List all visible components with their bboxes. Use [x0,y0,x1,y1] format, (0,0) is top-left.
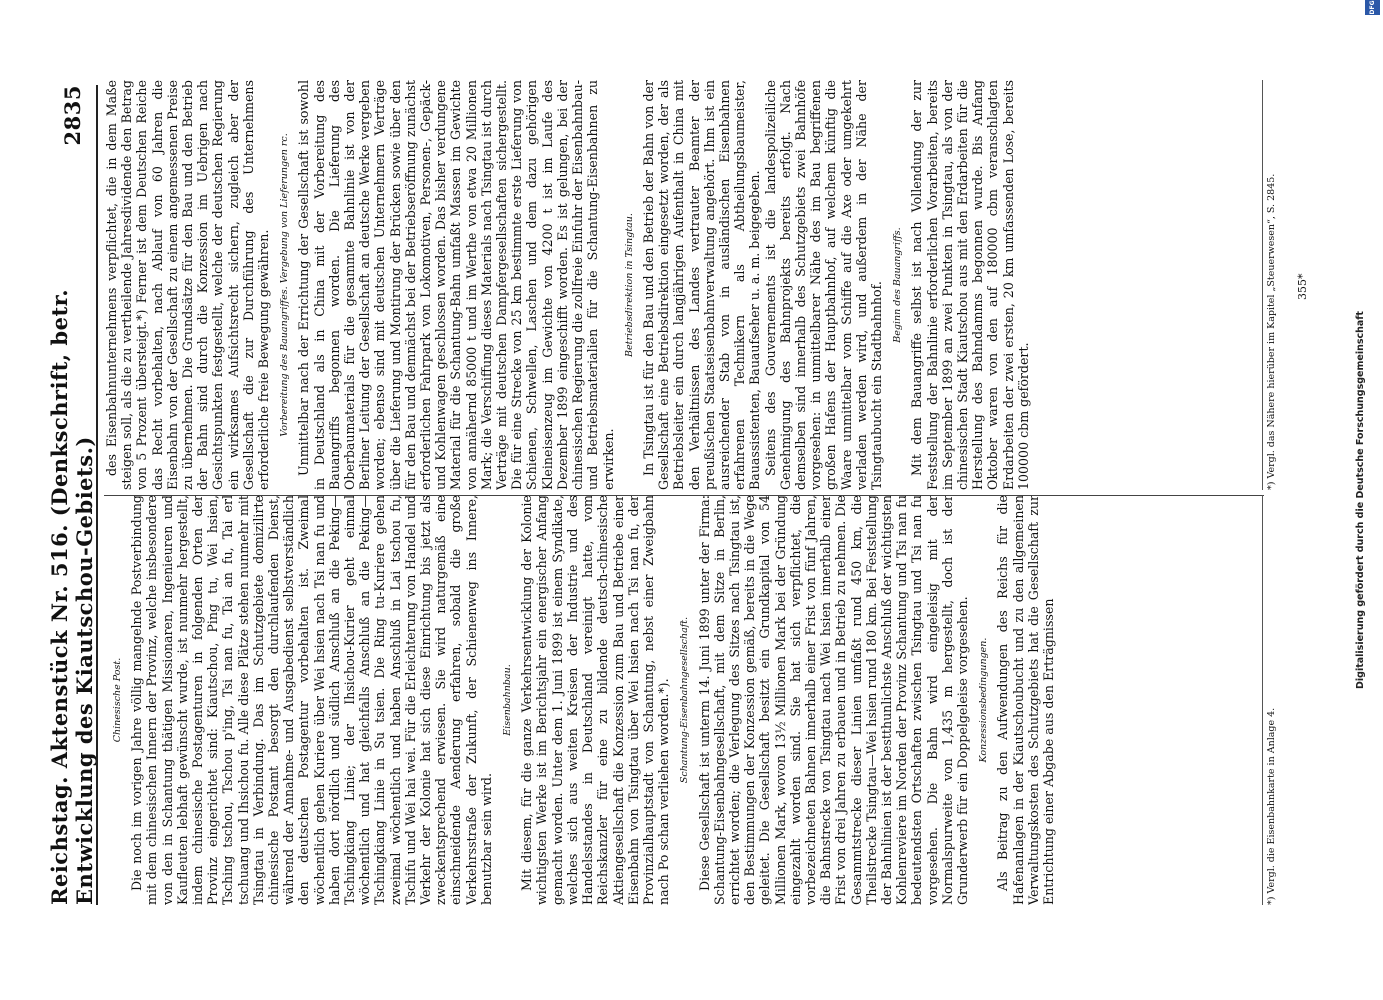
paragraph: des Eisenbahnunternehmens verpflichtet, die in dem Maße steigen soll, als die zu vertheilende Jahresdividende den Betrag von 5 Prozent übersteigt.*) Ferner ist dem Deutschen Reiche das Recht vorbehalten, nach Ablauf von 60 Jahren die Eisenbahn von der Gesellschaft zu einem angemessenen Preise zu übernehmen. Die Grundsätze für den Bau und den Betrieb der Bahn sind durch die Konzession im Uebrigen nach Gesichtspunkten festgestellt, welche der deutschen Regierung ein wirksames Aufsichtsrecht sichern, zugleich aber der Gesellschaft die zur Durchführung des Unternehmens erforderliche freie Bewegung gewähren. [104,80,272,490]
dfg-logo: DFG [1365,0,1380,15]
section-heading: Beginn des Bauangriffs. [892,227,904,343]
section-heading: Chinesische Post. [112,657,123,743]
page-header [47,85,97,905]
paragraph: Als Beitrag zu den Aufwendungen des Reichs für die Hafenanlagen in der Kiautschoubucht und zu den allgemeinen Verwaltungskosten des Schutzgebiets hat die Gesellschaft zur Entrichtung einer Abgabe aus den Erträgnissen [995,495,1056,905]
paragraph: Seitens des Gouvernements ist die landespolizeiliche Genehmigung des Bahnprojekts bereits erfolgt. Nach demselben sind innerhalb des Schutzgebiets zwei Bahnhöfe vorgesehen: in unmittelbarer Nähe des im Bau begriffenen großen Hafens der Hauptbahnhof, auf welchem künftig die Waare unmittelbar vom Schiffe auf die Axe oder umgekehrt verladen werden wird, und außerdem in der Nähe der Tsingtaubucht ein Stadtbahnhof. [762,80,884,490]
section-heading: Schantung-Eisenbahngesellschaft. [679,616,691,784]
paragraph: Die noch im vorigen Jahre völlig mangelnde Postverbindung mit dem chinesischen Innern der Provinz, welche insbesondere von den in Schantung thätigen Missionaren, Ingenieuren und Kaufleuten lebhaft gewünscht wurde, ist nunmehr hergestellt, indem chinesische Postagenturen in folgenden Orten der Provinz eingerichtet sind: Kiautschou, Ping tu, Wei hsien, Tsching tschou, Tschou p'ing, Tsi nan fu, Tai an fu, Tai erl tschuang und Ihsichou fu. Alle diese Plätze stehen nunmehr mit Tsingtau in Verbindung. Das im Schutzgebiete domizilirte chinesische Postamt besorgt den durchlaufenden Dienst, während der Annahme- und Ausgabedienst selbstverständlich den deutschen Postagentur vorbehalten ist. Zweimal wöchentlich gehen Kuriere über Wei hsien nach Tsi nan fu und haben dort nördlich und südlich Anschluß an die Peking—Tschingkiang Linie; der Ihsichou-Kurier geht einmal wöchentlich und hat gleichfalls Anschluß an die Peking—Tschingkiang Linie in Su tsien. Die Ring tu-Kuriere gehen zweimal wöchentlich und haben Anschluß in Lai tschou fu, Tschifu und Wei hai wei. Für die Erleichterung von Handel und Verkehr der Kolonie hat sich diese Einrichtung bis jetzt als zweckentsprechend erwiesen. Sie wird naturgemäß eine einschneidende Aenderung erfahren, sobald die große Verkehrsstraße der Zukunft, der Schienenweg ins Innere, benutzbar sein wird. [129,495,494,905]
section-heading: Betriebsdirektion in Tsingtau. [623,213,635,357]
section-heading: Konzessionsbedingungen. [978,637,990,763]
left-column [104,495,1264,905]
paragraph: Unmittelbar nach der Errichtung der Gesellschaft ist sowohl in Deutschland als in China mit der Vorbereitung des Bauangriffs begonnen worden. Die Lieferung des Oberbaumaterials für die gesammte Bahnlinie ist von der Berliner Leitung der Gesellschaft an deutsche Werke vergeben worden; ebenso sind mit deutschen Unternehmern Verträge über die Lieferung und Montirung der Brücken sowie über den für den Bau und demnächst bei der Betriebseröffnung zunächst erforderlichen Fahrpark von Lokomotiven, Personen-, Gepäck- und Kohlenwagen geschlossen worden. Das bisher verdungene Material für die Schantung-Bahn umfaßt Massen im Gewichte von annähernd 85000 t und im Werthe von etwa 20 Millionen Mark; die Verschiffung dieses Materials nach Tsingtau ist durch Verträge mit deutschen Dampfergesellschaften sichergestellt. Die für eine Strecke von 25 km bestimmte erste Lieferung von Schienen, Schwellen, Laschen und dem dazu gehörigen Kleineisenzeug im Gewichte von 4200 t ist im Laufe des Dezember 1899 eingeschifft worden. Es ist gelungen, bei der chinesischen Regierung die zollfreie Einfuhr der Eisenbahnbau- und Betriebsmaterialien für die Schantung-Eisenbahnen zu erwirken. [296,80,616,490]
footer-page-number: 355* [1296,273,1309,300]
right-column [104,80,1264,490]
header-rule [96,85,98,905]
paragraph: In Tsingtau ist für den Bau und den Betrieb der Bahn von der Gesellschaft eine Betriebsdirektion eingesetzt worden, der als Betriebsleiter ein durch langjährigen Aufenthalt in China mit den Verhältnissen des Landes vertrauter Beamter der preußischen Staatseisenbahnverwaltung angehört. Ihm ist ein ausreichender Stab von in ausländischen Eisenbahnen erfahrenen Technikern als Abtheilungsbaumeister, Bauassistenten, Bauaufseher u. a. m. beigegeben. [640,80,763,490]
paragraph: Mit dem Bauangriffe selbst ist nach Vollendung der zur Feststellung der Bahnlinie erforderlichen Vorarbeiten, bereits im September 1899 an zwei Punkten in Tsingtau, als von der chinesischen Stadt Kiautschou aus mit den Erdarbeiten für die Herstellung des Bahndamms begonnen wurde. Bis Anfang Oktober waren von den auf 180000 cbm veranschlagten Erdarbeiten der zwei ersten, 20 km umfassenden Lose, bereits 100000 cbm gefördert. [909,80,1031,490]
right-footnote: *) Vergl. das Nähere hierüber im Kapitel „Steuerwesen“, S. 2845. [1266,173,1277,490]
column-divider [104,495,1264,496]
paragraph: Mit diesem, für die ganze Verkehrsentwicklung der Kolonie wichtigsten Werke ist im Berichtsjahr ein energischer Anfang gemacht worden. Unter dem 1. Juni 1899 ist einem Syndikate, welches sich aus weiten Kreisen der Industrie und des Handelsstandes in Deutschland vereinigt hatte, vom Reichskanzler für eine zu bildende deutsch-chinesische Aktiengesellschaft die Konzession zum Bau und Betriebe einer Eisenbahn von Tsingtau über Wei hsien nach Tsi nan fu, der Provinzialhauptstadt von Schantung, nebst einer Zweigbahn nach Po schan verliehen worden.*). [519,495,672,905]
right-footnote-rule [1262,80,1263,490]
left-footnote-rule [1262,495,1263,905]
header-page-number: 2835 [59,85,85,146]
header-title: Reichstag. Aktenstück Nr. 516. (Denkschrift, betr. Entwicklung des Kiautschou-Gebiets.) [47,288,97,905]
left-footnote: *) Vergl. die Eisenbahnkarte in Anlage 4. [1266,707,1277,905]
paragraph: Diese Gesellschaft ist unterm 14. Juni 1899 unter der Firma: Schantung-Eisenbahngesellschaft, mit dem Sitze in Berlin, errichtet worden; die Verlegung des Sitzes nach Tsingtau ist, den Bestimmungen der Konzession gemäß, bereits in die Wege geleitet. Die Gesellschaft besitzt ein Grundkapital von 54 Millionen Mark, wovon 13½ Millionen Mark bei der Gründung eingezahlt worden sind. Sie hat sich verpflichtet, die vorbezeichneten Bahnen innerhalb einer Frist von fünf Jahren, die Bahnstrecke von Tsingtau nach Wei hsien innerhalb einer Frist von drei Jahren zu erbauen und in Betrieb zu nehmen. Die Gesammtstrecke dieser Linien umfaßt rund 450 km, die Theilstrecke Tsingtau—Wei hsien rund 180 km. Bei Feststellung der Bahnlinien ist der bestthunlichste Anschluß der wichtigsten Kohlenreviere im Norden der Provinz Schantung und Tsi nan fu bedeutendsten Ortschaften zwischen Tsingtau und Tsi nan fu vorgesehen. Die Bahn wird eingeleisig mit der Normalspurweite von 1,435 m hergestellt, doch ist der Grunderwerb für ein Doppelgeleise vorgesehen. [696,495,970,905]
digitization-credit: Digitalisierung gefördert durch die Deutsche Forschungsgemeinschaft [1355,311,1366,689]
section-heading: Eisenbahnbau. [502,664,514,736]
section-heading: Vorbereitung des Bauangriffes. Vergebung von Lieferungen rc. [279,133,291,437]
